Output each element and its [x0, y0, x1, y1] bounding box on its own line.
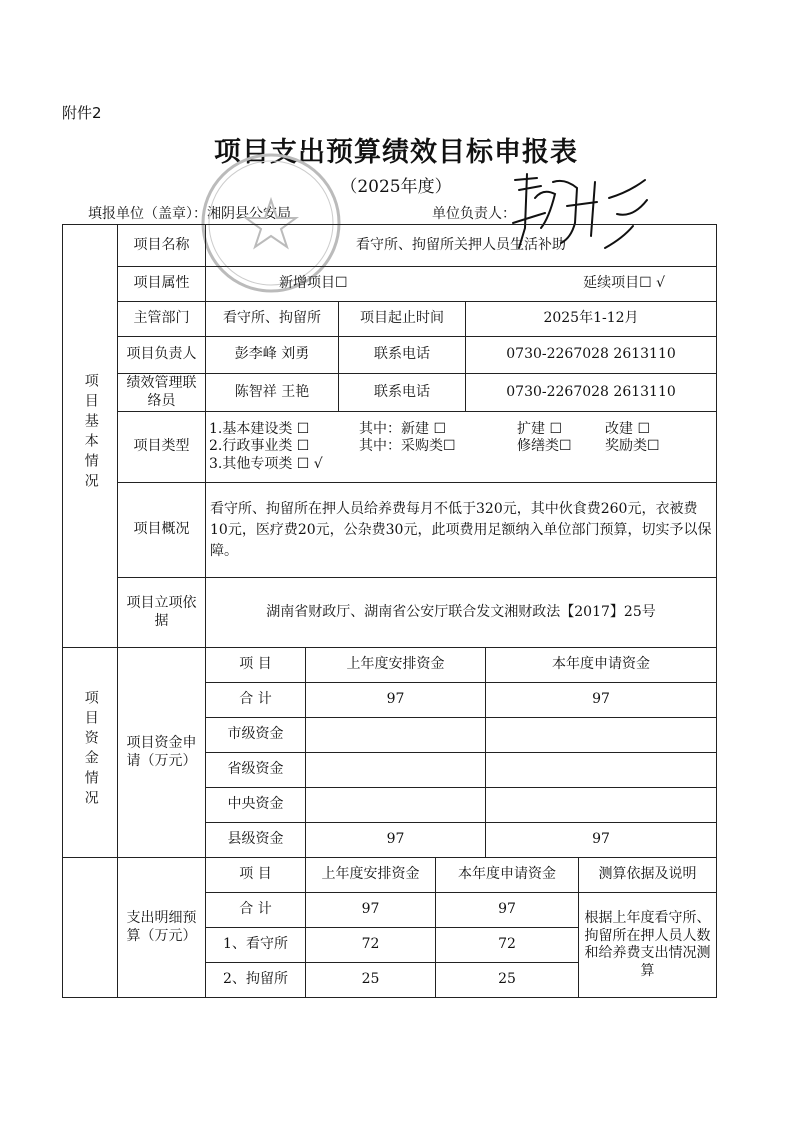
- owner-value: 彭李峰 刘勇: [206, 337, 339, 374]
- overview-label: 项目概况: [118, 483, 206, 578]
- basic-info-table: [62, 224, 717, 648]
- detail-row-prev: 97: [306, 893, 436, 928]
- funds-table: [62, 647, 717, 858]
- detail-label: 支出明细预算（万元）: [118, 858, 206, 998]
- dept-value: 看守所、拘留所: [206, 302, 339, 337]
- period-label: 项目起止时间: [339, 302, 466, 337]
- type-1-new: 其中：新建 ☐: [359, 420, 447, 437]
- name-label: 项目名称: [118, 225, 206, 267]
- funds-row-item: 合 计: [206, 683, 306, 718]
- detail-row-prev: 72: [306, 928, 436, 963]
- basis-label: 项目立项依据: [118, 578, 206, 648]
- funds-header-item: 项 目: [206, 648, 306, 683]
- section-basic: 项目基本情况: [63, 225, 118, 648]
- type-2: 2.行政事业类 ☐: [209, 438, 310, 455]
- owner-phone: 0730-2267028 2613110: [466, 337, 717, 374]
- type-3: 3.其他专项类 ☐ √: [209, 455, 323, 472]
- owner-label: 项目负责人: [118, 337, 206, 374]
- detail-header-note: 测算依据及说明: [579, 858, 717, 893]
- funds-row-prev: 97: [306, 823, 486, 858]
- attr-new: 新增项目☐: [279, 275, 348, 292]
- funds-row-cur: [486, 788, 717, 823]
- funds-row-prev: 97: [306, 683, 486, 718]
- basis-value: 湖南省财政厅、湖南省公安厅联合发文湘财政法【2017】25号: [206, 578, 717, 648]
- funds-row-item: 省级资金: [206, 753, 306, 788]
- detail-row-item: 合 计: [206, 893, 306, 928]
- section-funds-continued: [63, 858, 118, 998]
- apply-label: 项目资金申请（万元）: [118, 648, 206, 858]
- owner-phone-label: 联系电话: [339, 337, 466, 374]
- type-2-repair: 修缮类☐: [517, 438, 572, 455]
- section-funds: 项目资金情况: [63, 648, 118, 858]
- funds-row-item: 县级资金: [206, 823, 306, 858]
- year-label: （2025年度）: [340, 177, 452, 197]
- name-value: 看守所、拘留所关押人员生活补助: [206, 225, 717, 267]
- funds-header-prev: 上年度安排资金: [306, 648, 486, 683]
- type-2-reward: 奖励类☐: [605, 438, 660, 455]
- funds-row-cur: 97: [486, 823, 717, 858]
- funds-header-cur: 本年度申请资金: [486, 648, 717, 683]
- detail-row-cur: 25: [436, 963, 579, 998]
- attachment-label: 附件2: [62, 104, 102, 122]
- attr-cont: 延续项目☐ √: [583, 275, 666, 292]
- overview-value: 看守所、拘留所在押人员给养费每月不低于320元，其中伙食费260元，衣被费10元，医疗费20元，公杂费30元，此项费用足额纳入单位部门预算，切实予以保障。: [206, 483, 717, 578]
- type-value: [206, 412, 717, 483]
- funds-row-prev: [306, 718, 486, 753]
- page-title: 项目支出预算绩效目标申报表: [214, 137, 578, 168]
- detail-header-item: 项 目: [206, 858, 306, 893]
- detail-header-prev: 上年度安排资金: [306, 858, 436, 893]
- funds-row-item: 中央资金: [206, 788, 306, 823]
- funds-row-cur: [486, 753, 717, 788]
- detail-table: [62, 857, 717, 998]
- perf-phone-label: 联系电话: [339, 374, 466, 412]
- funds-row-item: 市级资金: [206, 718, 306, 753]
- detail-row-prev: 25: [306, 963, 436, 998]
- detail-row-cur: 72: [436, 928, 579, 963]
- funds-row-cur: [486, 718, 717, 753]
- dept-label: 主管部门: [118, 302, 206, 337]
- perf-phone: 0730-2267028 2613110: [466, 374, 717, 412]
- type-1: 1.基本建设类 ☐: [209, 420, 310, 437]
- attr-label: 项目属性: [118, 267, 206, 302]
- filing-unit: 填报单位（盖章）：湘阴县公安局: [88, 206, 291, 222]
- detail-row-cur: 97: [436, 893, 579, 928]
- attr-value: [206, 267, 717, 302]
- detail-row-item: 2、拘留所: [206, 963, 306, 998]
- perf-label: 绩效管理联络员: [118, 374, 206, 412]
- funds-row-prev: [306, 753, 486, 788]
- unit-leader-label: 单位负责人：: [432, 206, 516, 222]
- detail-note: 根据上年度看守所、拘留所在押人员人数和给养费支出情况测算: [579, 893, 717, 998]
- type-2-purchase: 其中：采购类☐: [359, 438, 456, 455]
- perf-value: 陈智祥 王艳: [206, 374, 339, 412]
- funds-row-prev: [306, 788, 486, 823]
- type-1-rebuild: 改建 ☐: [605, 420, 651, 437]
- type-1-expand: 扩建 ☐: [517, 420, 563, 437]
- detail-header-cur: 本年度申请资金: [436, 858, 579, 893]
- detail-row-item: 1、看守所: [206, 928, 306, 963]
- funds-row-cur: 97: [486, 683, 717, 718]
- period-value: 2025年1-12月: [466, 302, 717, 337]
- type-label: 项目类型: [118, 412, 206, 483]
